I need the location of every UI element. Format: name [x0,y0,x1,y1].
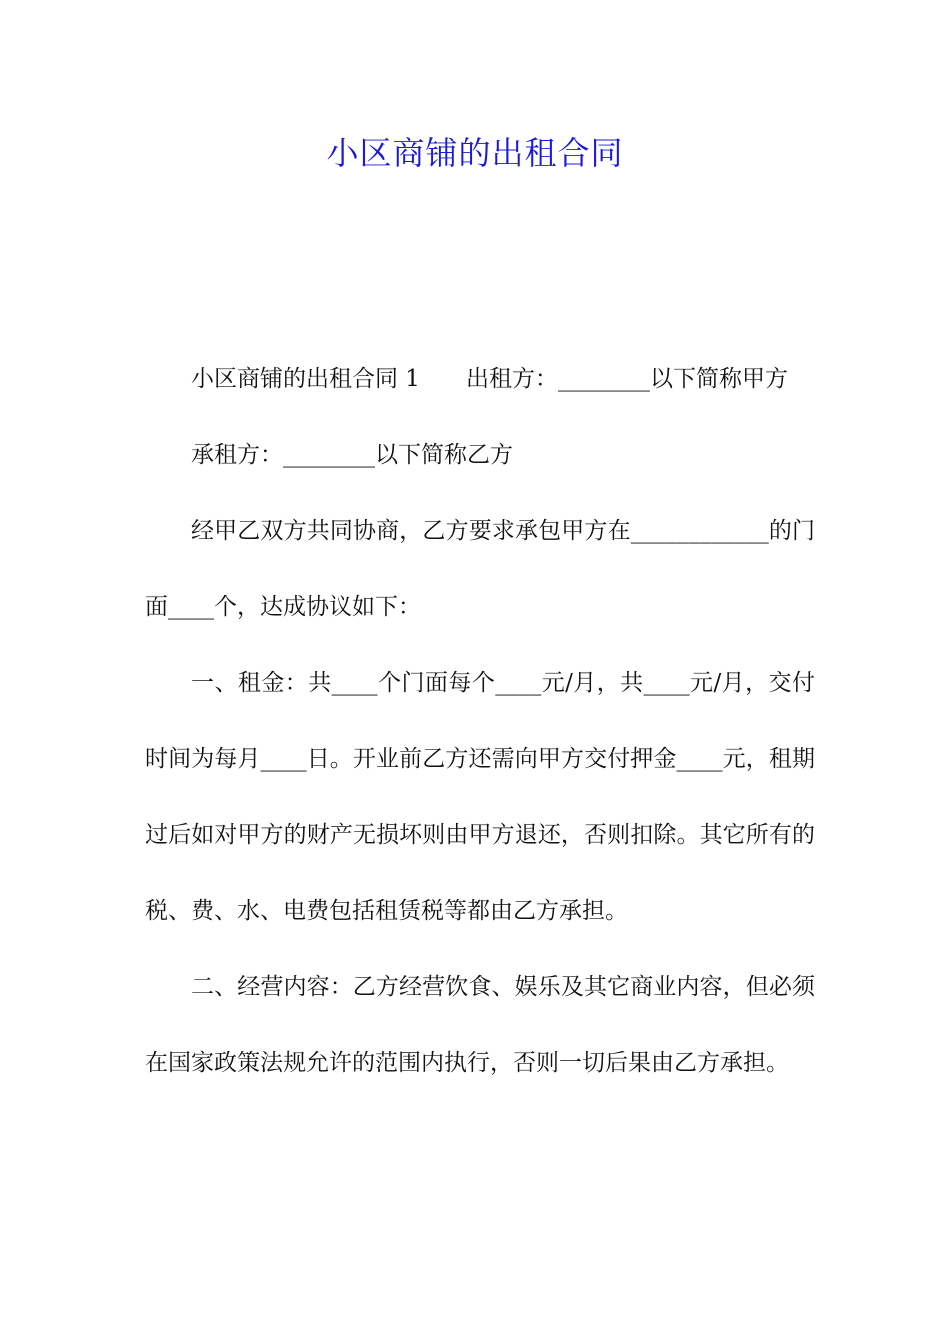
paragraph-parties-lessor: 小区商铺的出租合同 1 出租方：________以下简称甲方 [191,366,788,392]
document-title: 小区商铺的出租合同 [326,134,624,172]
paragraph-parties-lessee: 承租方：________以下简称乙方 [191,442,513,468]
document-body [145,341,815,1101]
paragraph-clause-rent: 一、租金：共____个门面每个____元/月，共____元/月，交付时间为每月____日。开业前乙方还需向甲方交付押金____元，租期过后如对甲方的财产无损坏则由甲方退还，否则扣除。其它所有的税、费、水、电费包括租赁税等都由乙方承担。 [145,670,815,924]
paragraph-agreement-intro: 经甲乙双方共同协商，乙方要求承包甲方在____________的门面____个，达成协议如下： [145,518,815,620]
paragraph-clause-business-scope: 二、经营内容：乙方经营饮食、娱乐及其它商业内容，但必须在国家政策法规允许的范围内执行，否则一切后果由乙方承担。 [145,974,815,1076]
